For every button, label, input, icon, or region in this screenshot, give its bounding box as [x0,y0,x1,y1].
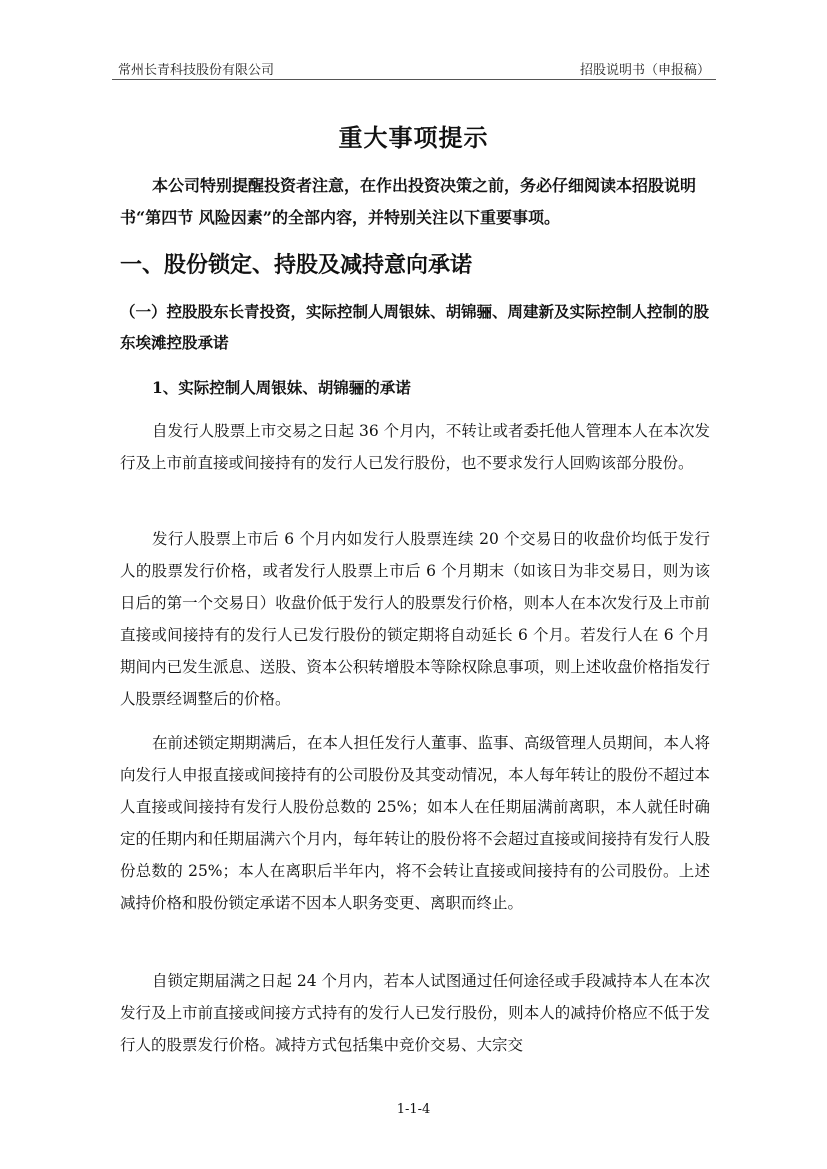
subsection-heading: （一）控股股东长青投资，实际控制人周银妹、胡锦骊、周建新及实际控制人控制的股东埃滩控股承诺 [120,302,710,352]
body-paragraph-2: 发行人股票上市后 6 个月内如发行人股票连续 20 个交易日的收盘价均低于发行人的股票发行价格，或者发行人股票上市后 6 个月期末（如该日为非交易日，则为该日后的第一个交易日）收盘价低于发行人的股票发行价格，则本人在本次发行及上市前直接或间接持有的发行人已发行股份的锁定期将自动延长 6 个月。若发行人在 6 个月期间内已发生派息、送股、资本公积转增股本等除权除息事项，则上述收盘价格指发行人股票经调整后的价格。 [120,530,710,708]
section-heading: 一、股份锁定、持股及减持意向承诺 [120,252,473,278]
page-number: 1-1-4 [396,1102,431,1117]
page-title: 重大事项提示 [338,123,489,152]
intro-paragraph: 本公司特别提醒投资者注意，在作出投资决策之前，务必仔细阅读本招股说明书“第四节 风险因素”的全部内容，并特别关注以下重要事项。 [120,176,697,227]
header-document-type: 招股说明书（申报稿） [579,63,710,78]
header-company-name: 常州长青科技股份有限公司 [118,63,275,78]
body-paragraph-1: 自发行人股票上市交易之日起 36 个月内，不转让或者委托他人管理本人在本次发行及上市前直接或间接持有的发行人已发行股份，也不要求发行人回购该部分股份。 [120,422,710,472]
body-paragraph-4: 自锁定期届满之日起 24 个月内，若本人试图通过任何途径或手段减持本人在本次发行及上市前直接或间接方式持有的发行人已发行股份，则本人的减持价格应不低于发行人的股票发行价格。减持方式包括集中竞价交易、大宗交 [120,972,710,1054]
page-header [112,55,716,80]
body-paragraph-3: 在前述锁定期期满后，在本人担任发行人董事、监事、高级管理人员期间，本人将向发行人申报直接或间接持有的公司股份及其变动情况，本人每年转让的股份不超过本人直接或间接持有发行人股份总数的 25%；如本人在任期届满前离职，本人就任时确定的任期内和任期届满六个月内，每年转让的股份将不会超过直接或间接持有发行人股份总数的 25%；本人在离职后半年内，将不会转让直接或间接持有的公司股份。上述减持价格和股份锁定承诺不因本人职务变更、离职而终止。 [120,734,711,912]
item-heading: 1、实际控制人周银妹、胡锦骊的承诺 [152,378,411,397]
